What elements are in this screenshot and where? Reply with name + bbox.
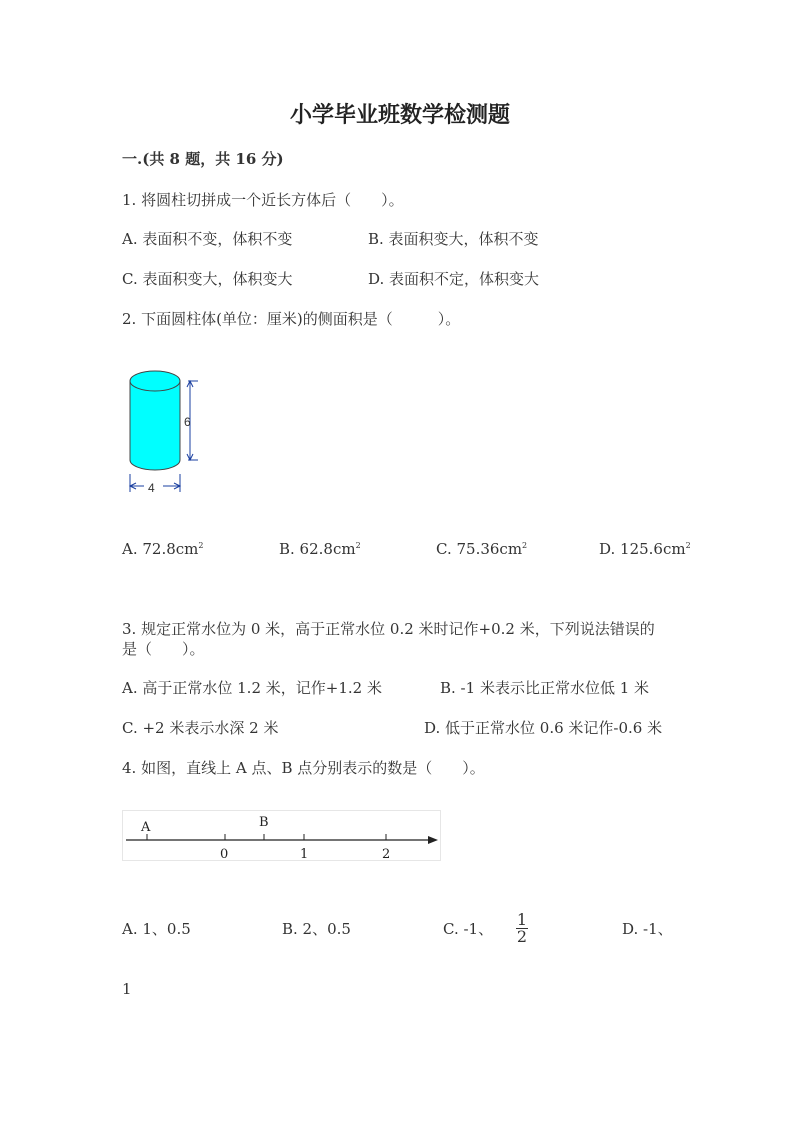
question-4-option-c: C. -1、 [443, 920, 494, 938]
question-1-option-c: C. 表面积变大，体积变大 [122, 270, 293, 288]
question-4-option-d: D. -1、 [622, 920, 673, 938]
tick-label-1: 1 [300, 847, 309, 862]
section-header: 一.(共 8 题，共 16 分) [122, 150, 284, 168]
tick-label-2: 2 [382, 847, 391, 862]
cylinder-body [130, 381, 180, 470]
question-3-option-c: C. +2 米表示水深 2 米 [122, 719, 279, 737]
cylinder-top [130, 371, 180, 391]
point-b-label: B [259, 815, 269, 830]
question-3-stem-line1: 3. 规定正常水位为 0 米，高于正常水位 0.2 米时记作+0.2 米，下列说法错误的 [122, 620, 655, 638]
diameter-label: 4 [148, 481, 155, 495]
question-3-stem-line2: 是（ ）。 [122, 640, 205, 658]
question-2-option-d: D. $125.6cm^2$ [599, 540, 691, 558]
page-title: 小学毕业班数学检测题 [289, 102, 510, 128]
fraction-numerator: 1 [516, 910, 528, 929]
question-2-option-c: C. $75.36cm^2$ [436, 540, 528, 558]
height-label: 6 [184, 415, 191, 429]
question-1-option-a: A. 表面积不变，体积不变 [122, 230, 293, 248]
question-1-option-d: D. 表面积不定，体积变大 [368, 270, 540, 288]
question-3-option-b: B. -1 米表示比正常水位低 1 米 [440, 679, 650, 697]
question-4-option-b: B. 2、0.5 [282, 920, 351, 938]
point-a-label: A [141, 820, 151, 835]
question-4-option-d-continued: 1 [122, 980, 132, 998]
question-3-option-a: A. 高于正常水位 1.2 米，记作+1.2 米 [122, 679, 382, 697]
question-2-option-a: A. $72.8cm^2$ [122, 540, 204, 558]
question-4-stem: 4. 如图，直线上 A 点、B 点分别表示的数是（ ）。 [122, 759, 485, 777]
question-4-option-c-fraction [515, 912, 529, 945]
fraction-denominator: 2 [516, 927, 528, 946]
question-2-stem: 2. 下面圆柱体(单位：厘米)的侧面积是（ ）。 [122, 310, 461, 328]
question-1-stem: 1. 将圆柱切拼成一个近长方体后（ ）。 [122, 191, 404, 209]
question-4-option-a: A. 1、0.5 [122, 920, 191, 938]
cylinder-figure [118, 356, 228, 498]
question-2-option-b: B. $62.8cm^2$ [279, 540, 361, 558]
number-line-figure [122, 810, 442, 862]
tick-label-0: 0 [220, 847, 229, 862]
question-3-option-d: D. 低于正常水位 0.6 米记作-0.6 米 [424, 719, 663, 737]
question-1-option-b: B. 表面积变大，体积不变 [368, 230, 539, 248]
